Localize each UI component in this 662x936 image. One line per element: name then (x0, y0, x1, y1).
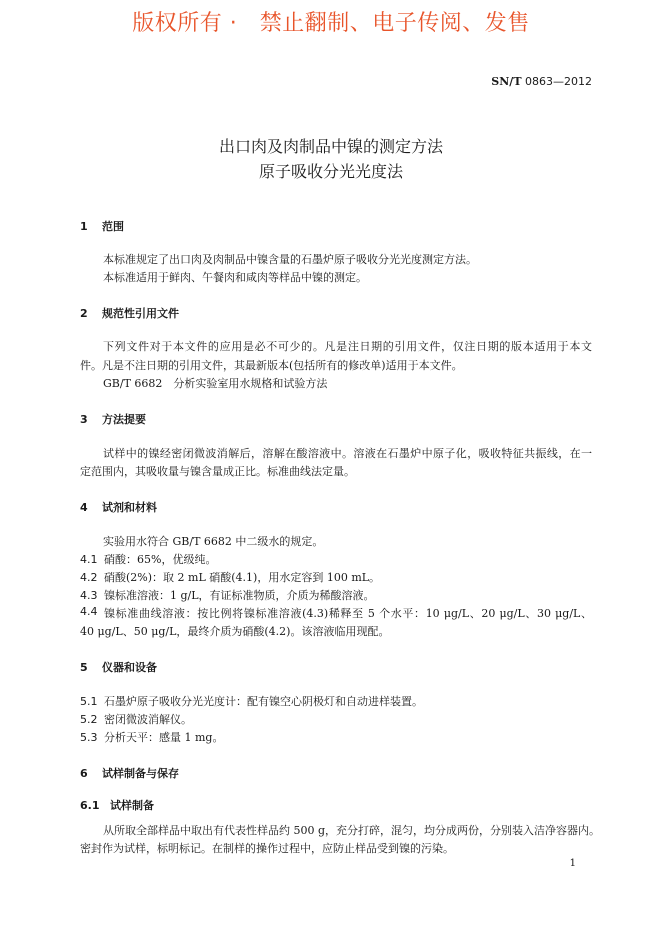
document-title-line2: 原子吸收分光光度法 (258, 162, 403, 181)
clause-5-2-text: 密闭微波消解仪。 (104, 713, 192, 726)
page-number: 1 (569, 858, 576, 869)
clause-5-3 (80, 729, 223, 745)
section-1-paragraph-2: 本标准适用于鲜肉、午餐肉和咸肉等样品中镍的测定。 (103, 271, 367, 284)
subsection-6-1-title: 试样制备 (110, 799, 154, 812)
copyright-watermark: 版权所有 · 禁止翻制、电子传阅、发售 (132, 11, 530, 36)
section-6-number: 6 (80, 767, 88, 780)
standard-prefix: SN/T (491, 75, 522, 88)
section-4-intro: 实验用水符合 GB/T 6682 中二级水的规定。 (103, 535, 324, 548)
section-2-paragraph-line-1: 下列文件对于本文件的应用是必不可少的。凡是注日期的引用文件，仅注日期的版本适用于本文 (103, 340, 592, 353)
section-4-heading (80, 499, 157, 515)
clause-4-4-text-line-1: 镍标准曲线溶液：按比例将镍标准溶液(4.3)稀释至 5 个水平：10 μg/L、20 μg/L、30 μg/L、 (104, 607, 592, 620)
section-3-heading (80, 411, 146, 427)
section-1-number: 1 (80, 220, 88, 233)
clause-5-2 (80, 711, 192, 727)
section-3-number: 3 (80, 413, 88, 426)
clause-4-1 (80, 551, 216, 567)
section-5-number: 5 (80, 661, 88, 674)
clause-4-3 (80, 587, 375, 603)
clause-4-2-number: 4.2 (80, 571, 98, 584)
clause-4-1-number: 4.1 (80, 553, 98, 566)
clause-4-3-text: 镍标准溶液：1 g/L，有证标准物质，介质为稀酸溶液。 (104, 589, 375, 602)
section-5-heading (80, 659, 157, 675)
clause-4-2-text: 硝酸(2%)：取 2 mL 硝酸(4.1)，用水定容到 100 mL。 (104, 571, 381, 584)
subsection-6-1-paragraph-line-1: 从所取全部样品中取出有代表性样品约 500 g，充分打碎，混匀，均分成两份，分别装入洁净容器内。 (103, 824, 601, 837)
document-title-line1: 出口肉及肉制品中镍的测定方法 (218, 137, 443, 156)
clause-5-2-number: 5.2 (80, 713, 98, 726)
section-4-title: 试剂和材料 (102, 501, 157, 514)
section-6-heading (80, 765, 179, 781)
section-2-number: 2 (80, 307, 88, 320)
clause-5-1-number: 5.1 (80, 695, 98, 708)
section-1-heading (80, 218, 124, 234)
section-2-heading (80, 305, 179, 321)
section-2-title: 规范性引用文件 (102, 307, 179, 320)
section-4-number: 4 (80, 501, 88, 514)
standard-number: 0863—2012 (525, 75, 592, 88)
clause-4-3-number: 4.3 (80, 589, 98, 602)
clause-4-4-text-line-2: 40 μg/L、50 μg/L，最终介质为硝酸(4.2)。该溶液临用现配。 (80, 625, 390, 638)
section-2-reference: GB/T 6682 分析实验室用水规格和试验方法 (103, 377, 328, 390)
section-2-paragraph-line-2: 件。凡是不注日期的引用文件，其最新版本(包括所有的修改单)适用于本文件。 (80, 359, 463, 372)
section-3-paragraph-line-1: 试样中的镍经密闭微波消解后，溶解在酸溶液中。溶液在石墨炉中原子化，吸收特征共振线，在一 (103, 447, 592, 460)
clause-5-3-text: 分析天平：感量 1 mg。 (104, 731, 224, 744)
clause-4-2 (80, 569, 380, 585)
section-6-title: 试样制备与保存 (102, 767, 179, 780)
clause-5-1-text: 石墨炉原子吸收分光光度计：配有镍空心阴极灯和自动进样装置。 (104, 695, 423, 708)
section-3-paragraph-line-2: 定范围内，其吸收量与镍含量成正比。标准曲线法定量。 (80, 465, 355, 478)
clause-5-1 (80, 693, 423, 709)
standard-code (491, 75, 592, 88)
subsection-6-1-paragraph-line-2: 密封作为试样，标明标记。在制样的操作过程中，应防止样品受到镍的污染。 (80, 842, 454, 855)
subsection-6-1-number: 6.1 (80, 799, 100, 812)
clause-4-4 (80, 605, 592, 621)
section-5-title: 仪器和设备 (102, 661, 157, 674)
subsection-6-1-heading (80, 797, 154, 813)
clause-4-1-text: 硝酸：65%，优级纯。 (104, 553, 217, 566)
section-1-title: 范围 (102, 220, 124, 233)
section-3-title: 方法提要 (102, 413, 146, 426)
clause-4-4-number: 4.4 (80, 605, 98, 618)
clause-5-3-number: 5.3 (80, 731, 98, 744)
section-1-paragraph-1: 本标准规定了出口肉及肉制品中镍含量的石墨炉原子吸收分光光度测定方法。 (103, 253, 477, 266)
